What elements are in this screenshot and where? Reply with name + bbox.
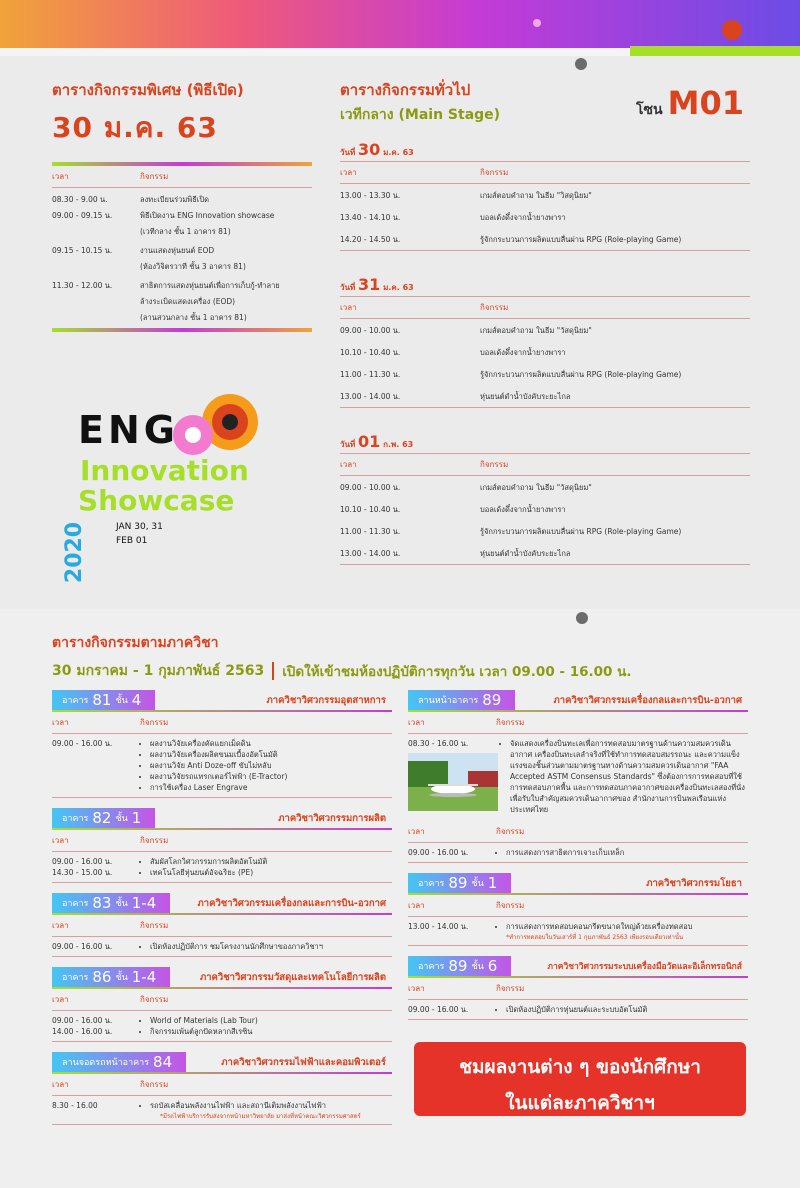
col-time: เวลา	[52, 172, 69, 181]
special-title: ตารางกิจกรรมพิเศษ (พิธีเปิด)	[52, 81, 244, 99]
block-89c	[408, 956, 748, 1020]
divider	[52, 1124, 392, 1125]
special-row	[52, 194, 312, 205]
decor-dot-pink	[533, 19, 541, 27]
day-heading: วันที่ 01 ก.พ. 63	[340, 432, 414, 451]
special-row	[52, 226, 312, 237]
block-84	[52, 1052, 392, 1125]
row-time	[52, 312, 140, 323]
header-86: เวลา กิจกรรม	[52, 989, 392, 1011]
event-logo	[58, 390, 258, 590]
day-header: เวลา กิจกรรม	[340, 162, 750, 184]
dept-name-82: ภาควิชาวิศวกรรมการผลิต	[278, 812, 386, 824]
dept-name-89c: ภาควิชาวิศวกรรมระบบเครื่องมือวัดและอิเล็กทรอนิกส์	[547, 962, 742, 972]
dept-name-86: ภาควิชาวิศวกรรมวัสดุและเทคโนโลยีการผลิต	[199, 971, 386, 983]
schedule-row: 11.00 - 11.30 น. รู้จักกระบวนการผลิตแบบลื่นผ่าน RPG (Role-playing Game)	[340, 527, 682, 536]
row-81: 09.00 - 16.00 น. • ผลงานวิจัยเครื่องคัดแยกเม็ดดิน • ผลงานวิจัยเครื่องผลิตขนมเบื้องอัตโนมัติ • ผลงานวิจัย Anti Doze-off ขับไม่หลับ • ผลงานวิจัยรถแทรกเตอร์ไฟฟ้า (E-Tractor) • การใช้เครื่อง Laser Engrave	[52, 734, 392, 793]
schedule-row: 10.10 - 10.40 น. บอลเด้งดึ๋งจากน้ำยางพารา	[340, 348, 566, 357]
schedule-row: 11.00 - 11.30 น. รู้จักกระบวนการผลิตแบบลื่นผ่าน RPG (Role-playing Game)	[340, 370, 682, 379]
dept-separator	[272, 662, 274, 680]
header-84: เวลา กิจกรรม	[52, 1074, 392, 1096]
schedule-row: 13.00 - 14.00 น. หุ่นยนต์ดำน้ำบังคับระยะไกล	[340, 549, 571, 558]
special-row	[52, 261, 312, 272]
cta-banner	[414, 1042, 746, 1116]
dept-name-84: ภาควิชาวิศวกรรมไฟฟ้าและคอมพิวเตอร์	[221, 1056, 386, 1068]
logo-dates-2: FEB 01	[116, 536, 148, 546]
row-time	[52, 296, 140, 307]
row-82a: 09.00 - 16.00 น. • สัมผัสโลกวิศวกรรมการผลิตอัตโนมัติ	[52, 852, 392, 867]
badge-86: อาคาร 86 ชั้น 1-4	[52, 967, 170, 987]
zone-label: โซน	[635, 102, 663, 118]
schedule-row: 10.10 - 10.40 น. บอลเด้งดึ๋งจากน้ำยางพารา	[340, 505, 566, 514]
divider	[408, 1019, 748, 1020]
list-item: • รถบัสเคลื่อนพลังงานไฟฟ้า และสถานีเติมพลังงานไฟฟ้า	[150, 1100, 326, 1111]
note-89b: *ทำการทดสอบในวันเสาร์ที่ 1 กุมภาพันธ์ 2563 เพียงรอบเดียวเท่านั้น	[506, 934, 684, 941]
block-89a	[408, 690, 748, 863]
general-schedule	[340, 78, 750, 565]
badge-81: อาคาร 81 ชั้น 4	[52, 690, 155, 710]
row-time	[52, 226, 140, 237]
logo-dates-1: JAN 30, 31	[116, 522, 163, 532]
row-83: 09.00 - 16.00 น. • เปิดห้องปฏิบัติการ ชมโครงงานนักศึกษาของภาควิชาฯ	[52, 937, 392, 952]
top-gradient-bar	[0, 0, 800, 48]
decor-dot-gray-2	[576, 612, 588, 624]
list-81	[140, 738, 287, 793]
header-83: เวลา กิจกรรม	[52, 915, 392, 937]
day-header: เวลา กิจกรรม	[340, 454, 750, 476]
special-rows	[52, 188, 312, 323]
header-89a: เวลา กิจกรรม	[408, 712, 748, 734]
row-89a	[408, 734, 748, 815]
general-title: ตารางกิจกรรมทั่วไป	[340, 81, 471, 99]
badge-89a: ลานหน้าอาคาร 89	[408, 690, 515, 710]
dept-name-83: ภาควิชาวิศวกรรมเครื่องกลและการบิน-อวกาศ	[197, 897, 386, 909]
dept-header	[52, 632, 772, 682]
row-89a-2: 09.00 - 16.00 น. • การแสดงการสาธิตการเจาะเก็บเหล็ก	[408, 843, 748, 858]
special-row	[52, 296, 312, 307]
general-days	[340, 140, 750, 565]
header-81: เวลา กิจกรรม	[52, 712, 392, 734]
row-86a: 09.00 - 16.00 น. • World of Materials (Lab Tour)	[52, 1011, 392, 1026]
row-89c: 09.00 - 16.00 น. • เปิดห้องปฏิบัติการหุ่นยนต์และระบบอัตโนมัติ	[408, 1000, 748, 1015]
row-time: 08.30 - 9.00 น.	[52, 195, 108, 204]
special-schedule	[52, 78, 312, 332]
list-item: • ผลงานวิจัยรถแทรกเตอร์ไฟฟ้า (E-Tractor)	[150, 771, 287, 782]
day-block	[340, 275, 750, 408]
divider	[408, 945, 748, 946]
block-86	[52, 967, 392, 1042]
top-green-stripe	[630, 46, 800, 56]
dept-name-81: ภาควิชาวิศวกรรมอุตสาหการ	[266, 694, 386, 706]
schedule-row: 14.20 - 14.50 น. รู้จักกระบวนการผลิตแบบลื่นผ่าน RPG (Role-playing Game)	[340, 235, 682, 244]
day-block	[340, 432, 750, 565]
day-heading: วันที่ 31 ม.ค. 63	[340, 275, 414, 294]
schedule-row: 09.00 - 10.00 น. เกมส์ตอบคำถาม ในธีม "วัสดุนิยม"	[340, 326, 592, 335]
row-time	[52, 261, 140, 272]
header-89c: เวลา กิจกรรม	[408, 978, 748, 1000]
logo-showcase: Showcase	[78, 484, 235, 517]
special-row	[52, 210, 312, 221]
list-item: • ผลงานวิจัยเครื่องคัดแยกเม็ดดิน	[150, 738, 287, 749]
special-row	[52, 245, 312, 256]
block-81	[52, 690, 392, 798]
aircraft-photo	[408, 753, 498, 811]
block-83	[52, 893, 392, 957]
dept-name-89a: ภาควิชาวิศวกรรมเครื่องกลและการบิน-อวกาศ	[553, 694, 742, 706]
schedule-row: 13.40 - 14.10 น. บอลเด้งดึ๋งจากน้ำยางพารา	[340, 213, 566, 222]
divider	[52, 797, 392, 798]
day-block	[340, 140, 750, 251]
header-89a-2: เวลา กิจกรรม	[408, 821, 748, 843]
row-time: 11.30 - 12.00 น.	[52, 281, 113, 290]
row-time: 09.15 - 10.15 น.	[52, 246, 113, 255]
divider	[52, 1041, 392, 1042]
dept-left-col	[52, 690, 392, 1125]
dept-dates-line	[52, 660, 772, 682]
schedule-row: 09.00 - 10.00 น. เกมส์ตอบคำถาม ในธีม "วัสดุนิยม"	[340, 483, 592, 492]
dept-date: 30 มกราคม - 1 กุมภาพันธ์ 2563	[52, 663, 265, 679]
badge-89b: อาคาร 89 ชั้น 1	[408, 873, 511, 893]
list-item: • ผลงานวิจัย Anti Doze-off ขับไม่หลับ	[150, 760, 287, 771]
dept-open: เปิดให้เข้าชมห้องปฏิบัติการทุกวัน เวลา 09.00 - 16.00 น.	[282, 664, 632, 680]
list-item: • ผลงานวิจัยเครื่องผลิตขนมเบื้องอัตโนมัติ	[150, 749, 287, 760]
col-activity: กิจกรรม	[140, 172, 169, 181]
divider	[408, 862, 748, 863]
row-activity: (ลานสวนกลาง ชั้น 1 อาคาร 81)	[140, 313, 247, 322]
special-row	[52, 312, 312, 323]
block-82	[52, 808, 392, 883]
gear-icon	[168, 390, 288, 460]
badge-82: อาคาร 82 ชั้น 1	[52, 808, 155, 828]
dept-right-col	[408, 690, 748, 1116]
logo-year: 2020	[62, 521, 88, 584]
cta-line-2: ในแต่ละภาควิชาฯ	[505, 1092, 655, 1114]
schedule-row: 13.00 - 14.00 น. หุ่นยนต์ดำน้ำบังคับระยะไกล	[340, 392, 571, 401]
row-activity: (ห้องวิจิตรวาที ชั้น 3 อาคาร 81)	[140, 262, 246, 271]
divider	[340, 407, 750, 408]
schedule-row: 13.00 - 13.30 น. เกมส์ตอบคำถาม ในธีม "วิสดุนิยม"	[340, 191, 592, 200]
row-89b: 13.00 - 14.00 น. • การแสดงการทดสอบคอนกรีตขนาดใหญ่ด้วยเครื่องทดสอบ	[408, 917, 748, 932]
row-82b: 14.30 - 15.00 น. • เทคโนโลยีหุ่นยนต์อัจฉริยะ (PE)	[52, 867, 392, 878]
row-activity: งานแสดงหุ่นยนต์ EOD	[140, 246, 215, 255]
special-date: 30 ม.ค. 63	[52, 111, 218, 144]
badge-84: ลานจอดรถหน้าอาคาร 84	[52, 1052, 186, 1072]
badge-83: อาคาร 83 ชั้น 1-4	[52, 893, 170, 913]
logo-eng: ENG	[78, 408, 179, 452]
row-84: 8.30 - 16.00 • รถบัสเคลื่อนพลังงานไฟฟ้า และสถานีเติมพลังงานไฟฟ้า	[52, 1096, 392, 1111]
block-89b	[408, 873, 748, 946]
row-activity: ลงทะเบียนร่วมพิธีเปิด	[140, 195, 209, 204]
row-86b: 14.00 - 16.00 น. • กิจกรรมเพ้นต์ลูกปัดหลากสีเรซิน	[52, 1026, 392, 1037]
header-82: เวลา กิจกรรม	[52, 830, 392, 852]
row-activity: (เวทีกลาง ชั้น 1 อาคาร 81)	[140, 227, 231, 236]
zone-code: M01	[667, 84, 744, 122]
time-89a: 08.30 - 16.00 น.	[408, 739, 469, 748]
divider	[340, 564, 750, 565]
list-item: • การใช้เครื่อง Laser Engrave	[150, 782, 287, 793]
row-activity: ล้างระเบิดแสดงเครื่อง (EOD)	[140, 297, 236, 306]
note-84: *มีรถไฟฟ้าบริการรับส่งจากหน้ามหาวิทยาลัย มาส่งที่หน้าคณะวิศวกรรมศาสตร์	[160, 1113, 361, 1120]
list-item: • เปิดห้องปฏิบัติการ ชมโครงงานนักศึกษาของภาควิชาฯ	[150, 941, 323, 952]
badge-89c: อาคาร 89 ชั้น 6	[408, 956, 511, 976]
row-time: 09.00 - 09.15 น.	[52, 211, 113, 220]
row-activity: สาธิตการแสดงหุ่นยนต์เพื่อการเก็บกู้-ทำลาย	[140, 281, 280, 290]
day-heading: วันที่ 30 ม.ค. 63	[340, 140, 414, 159]
dept-name-89b: ภาควิชาวิศวกรรมโยธา	[646, 877, 742, 889]
list-item: • การแสดงการสาธิตการเจาะเก็บเหล็ก	[506, 847, 624, 858]
day-header: เวลา กิจกรรม	[340, 297, 750, 319]
divider	[340, 250, 750, 251]
cta-line-1: ชมผลงานต่าง ๆ ของนักศึกษา	[459, 1056, 701, 1078]
special-divider-bottom	[52, 328, 312, 332]
general-subtitle: เวทีกลาง (Main Stage)	[340, 107, 501, 123]
list-item: • การแสดงการทดสอบคอนกรีตขนาดใหญ่ด้วยเครื่องทดสอบ	[506, 921, 693, 932]
list-item: • เปิดห้องปฏิบัติการหุ่นยนต์และระบบอัตโนมัติ	[506, 1004, 647, 1015]
list-item: • กิจกรรมเพ้นต์ลูกปัดหลากสีเรซิน	[150, 1026, 252, 1037]
logo-innovation: Innovation	[80, 454, 249, 487]
divider	[52, 956, 392, 957]
header-89b: เวลา กิจกรรม	[408, 895, 748, 917]
dept-title: ตารางกิจกรรมตามภาควิชา	[52, 635, 219, 651]
list-item: • เทคโนโลยีหุ่นยนต์อัจฉริยะ (PE)	[150, 867, 253, 878]
decor-dot-gray	[575, 58, 587, 70]
list-item: • จัดแสดงเครื่องบินทะเลเพื่อการทดสอบมาตรฐานด้านความสมควรเดินอากาศ เครื่องบินทะเลลำจริงที่ใช้ทำการทดสอบสมรรถนะ และความแข็งแรงของชิ้นส่วนตามมาตรฐานทางด้านความสมควรเดินอากาศ "FAA Accepted ASTM Consensus Standards" ซึ่งต้องการการทดสอบที่ใช้การทดสอบภาคพื้น และการทดสอบภาคอากาศของเครื่องบินทะเลสองที่นั่ง เพื่อรับใบสำคัญสมควรเดินอากาศของ สำนักงานการบินพลเรือนแห่งประเทศไทย	[510, 738, 748, 815]
special-header	[52, 166, 312, 188]
decor-dot-red	[722, 20, 742, 40]
special-row	[52, 280, 312, 291]
zone-label-group	[636, 84, 744, 122]
list-item: • World of Materials (Lab Tour)	[150, 1015, 258, 1026]
divider	[52, 882, 392, 883]
row-activity: พิธีเปิดงาน ENG Innovation showcase	[140, 211, 275, 220]
list-item: • สัมผัสโลกวิศวกรรมการผลิตอัตโนมัติ	[150, 856, 267, 867]
